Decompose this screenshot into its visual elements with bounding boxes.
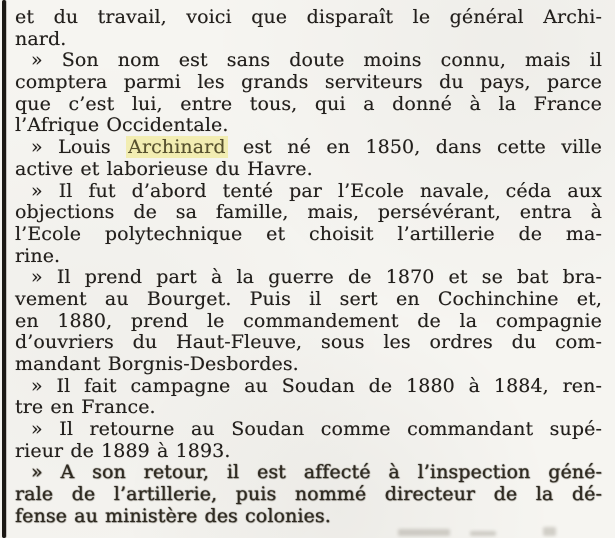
text-line: tre en France. [15,396,156,419]
ink-smudge [470,531,496,536]
text-line: en 1880, prend le commandement de la compagnie [15,309,602,332]
text-line: rale de l’artillerie, puis nommé directeur de la dé- [15,483,602,506]
text-line: rieur de 1889 à 1893. [15,439,231,462]
text-line: nard. [15,27,67,50]
text-line: vement au Bourget. Puis il sert en Cochinchine et, [15,287,602,310]
text-line: l’Ecole polytechnique et choisit l’artillerie de ma- [15,222,602,245]
text-line: d’ouvriers du Haut-Fleuve, sous les ordres du com- [15,331,602,354]
text-segment: » Louis [31,136,127,159]
text-line: » Il retourne au Soudan comme commandant supé- [31,418,602,441]
text-line: » Il fait campagne au Soudan de 1880 à 1884, ren- [31,374,602,397]
text-line: et du travail, voici que disparaît le général Archi- [15,6,602,28]
search-highlight: Archinard [128,136,226,159]
text-line: comptera parmi les grands serviteurs du pays, parce [15,71,602,94]
text-line: » Son nom est sans doute moins connu, mais il [31,49,602,72]
article-text-column [15,7,602,528]
text-line: l’Afrique Occidentale. [15,114,229,137]
text-line: active et laborieuse du Havre. [15,157,313,180]
text-line: rine. [15,244,61,267]
column-divider-rule [2,0,6,538]
text-line: mandant Borgnis-Desbordes. [15,353,299,375]
text-line: » A son retour, il est affecté à l’inspection géné- [31,461,602,484]
text-line: fense au ministère des colonies. [15,504,331,527]
text-line: objections de sa famille, mais, persévérant, entra à [15,201,602,224]
text-line [15,137,602,159]
ink-smudge [398,529,450,536]
text-segment: est né en 1850, dans cette ville [227,136,602,159]
text-line: » Il prend part à la guerre de 1870 et se bat bra- [31,266,602,289]
ink-smudge [543,527,556,536]
text-line: » Il fut d’abord tenté par l’Ecole navale, céda aux [31,179,602,202]
text-line: que c’est lui, entre tous, qui a donné à la France [15,92,602,115]
